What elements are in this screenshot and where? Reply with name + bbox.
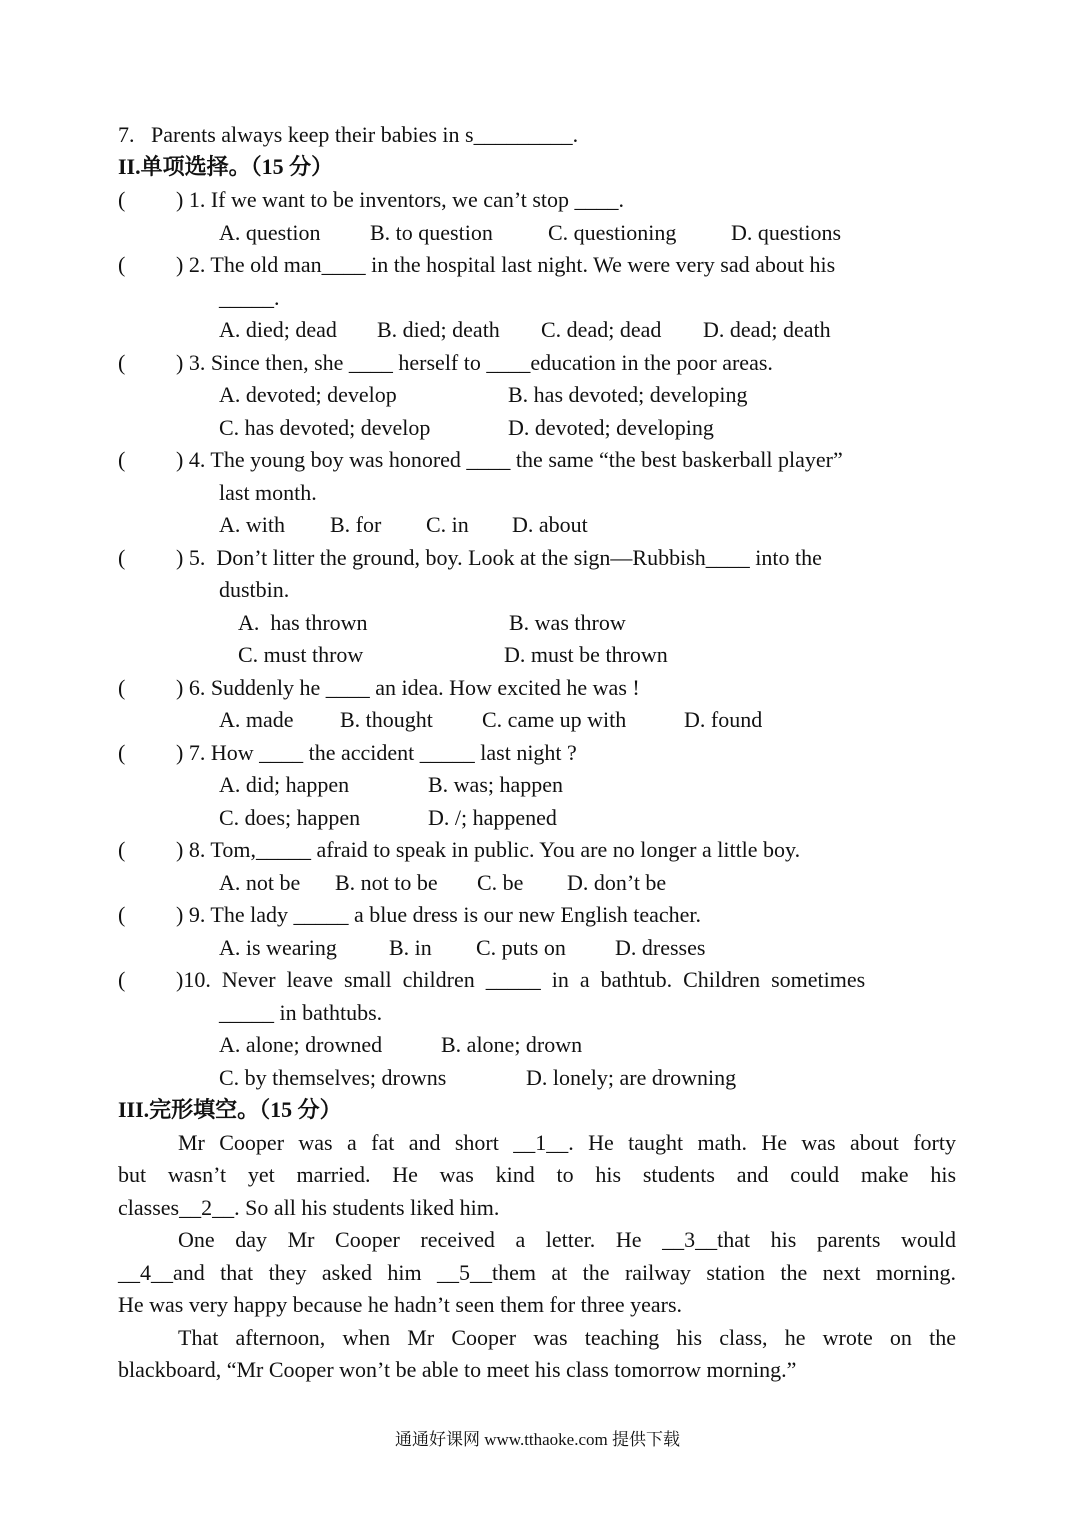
q3-option-b: B. has devoted; developing: [508, 382, 748, 407]
question-5-stem-cont: dustbin.: [219, 577, 290, 602]
q6-option-d: D. found: [684, 707, 763, 732]
q10-option-d: D. lonely; are drowning: [526, 1065, 737, 1090]
q1-option-b: B. to question: [370, 220, 493, 245]
q3-option-c: C. has devoted; develop: [219, 415, 431, 440]
passage-p2-line2: __4__and that they asked him __5__them at the railway station the next morning.: [118, 1260, 956, 1285]
answer-paren-10: (: [118, 967, 126, 992]
answer-paren-9: (: [118, 902, 126, 927]
question-2-stem: ) 2. The old man____ in the hospital last night. We were very sad about his: [176, 252, 836, 277]
q9-option-a: A. is wearing: [219, 935, 337, 960]
page-footer: 通通好课网 www.tthaoke.com 提供下载: [394, 1430, 681, 1449]
passage-p3-line2: blackboard, “Mr Cooper won’t be able to meet his class tomorrow morning.”: [118, 1357, 797, 1382]
q7-option-a: A. did; happen: [219, 772, 350, 797]
answer-paren-5: (: [118, 545, 126, 570]
q7-option-b: B. was; happen: [428, 772, 564, 797]
question-10-stem: )10. Never leave small children _____ in a bathtub. Children sometimes: [176, 967, 866, 992]
q1-option-a: A. question: [219, 220, 321, 245]
q4-option-c: C. in: [426, 512, 469, 537]
q7-option-d: D. /; happened: [428, 805, 557, 830]
q1-option-d: D. questions: [731, 220, 841, 245]
section-2-title: II.单项选择。（15 分）: [118, 154, 334, 179]
question-8-stem: ) 8. Tom,_____ afraid to speak in public. You are no longer a little boy.: [176, 837, 801, 862]
passage-p1-line1: Mr Cooper was a fat and short __1__. He taught math. He was about forty: [178, 1130, 956, 1155]
q3-option-d: D. devoted; developing: [508, 415, 714, 440]
q5-option-a: A. has thrown: [238, 610, 368, 635]
answer-paren-4: (: [118, 447, 126, 472]
question-9-stem: ) 9. The lady _____ a blue dress is our new English teacher.: [176, 902, 702, 927]
q8-option-b: B. not to be: [335, 870, 438, 895]
fill-item-7: 7. Parents always keep their babies in s_________.: [118, 122, 579, 147]
question-1-stem: ) 1. If we want to be inventors, we can’t stop ____.: [176, 187, 625, 212]
q10-option-c: C. by themselves; drowns: [219, 1065, 447, 1090]
question-6-stem: ) 6. Suddenly he ____ an idea. How excited he was !: [176, 675, 640, 700]
q2-option-d: D. dead; death: [703, 317, 831, 342]
answer-paren-2: (: [118, 252, 126, 277]
q7-option-c: C. does; happen: [219, 805, 361, 830]
q6-option-b: B. thought: [340, 707, 433, 732]
q3-option-a: A. devoted; develop: [219, 382, 397, 407]
q6-option-a: A. made: [219, 707, 294, 732]
answer-paren-7: (: [118, 740, 126, 765]
q8-option-d: D. don’t be: [567, 870, 667, 895]
question-2-stem-cont: _____.: [219, 285, 280, 310]
question-7-stem: ) 7. How ____ the accident _____ last night ?: [176, 740, 577, 765]
question-10-stem-cont: _____ in bathtubs.: [219, 1000, 383, 1025]
q8-option-c: C. be: [477, 870, 524, 895]
passage-p2-line1: One day Mr Cooper received a letter. He __3__that his parents would: [178, 1227, 956, 1252]
q5-option-b: B. was throw: [509, 610, 626, 635]
q8-option-a: A. not be: [219, 870, 301, 895]
question-5-stem: ) 5. Don’t litter the ground, boy. Look at the sign—Rubbish____ into the: [176, 545, 822, 570]
passage-p1-line3: classes__2__. So all his students liked him.: [118, 1195, 500, 1220]
answer-paren-6: (: [118, 675, 126, 700]
q10-option-a: A. alone; drowned: [219, 1032, 383, 1057]
q10-option-b: B. alone; drown: [441, 1032, 583, 1057]
q9-option-d: D. dresses: [615, 935, 706, 960]
answer-paren-1: (: [118, 187, 126, 212]
q5-option-d: D. must be thrown: [504, 642, 668, 667]
answer-paren-8: (: [118, 837, 126, 862]
q6-option-c: C. came up with: [482, 707, 627, 732]
passage-p1-line2: but wasn’t yet married. He was kind to his students and could make his: [118, 1162, 956, 1187]
passage-p2-line3: He was very happy because he hadn’t seen them for three years.: [118, 1292, 683, 1317]
answer-paren-3: (: [118, 350, 126, 375]
q9-option-b: B. in: [389, 935, 432, 960]
q5-option-c: C. must throw: [238, 642, 364, 667]
q4-option-a: A. with: [219, 512, 285, 537]
q4-option-d: D. about: [512, 512, 588, 537]
question-4-stem-cont: last month.: [219, 480, 317, 505]
q2-option-b: B. died; death: [377, 317, 500, 342]
question-4-stem: ) 4. The young boy was honored ____ the same “the best baskerball player”: [176, 447, 843, 472]
q4-option-b: B. for: [330, 512, 382, 537]
section-3-title: III.完形填空。（15 分）: [118, 1097, 342, 1122]
q2-option-c: C. dead; dead: [541, 317, 662, 342]
q9-option-c: C. puts on: [476, 935, 566, 960]
passage-p3-line1: That afternoon, when Mr Cooper was teaching his class, he wrote on the: [178, 1325, 956, 1350]
question-3-stem: ) 3. Since then, she ____ herself to ____education in the poor areas.: [176, 350, 773, 375]
q1-option-c: C. questioning: [548, 220, 677, 245]
q2-option-a: A. died; dead: [219, 317, 337, 342]
